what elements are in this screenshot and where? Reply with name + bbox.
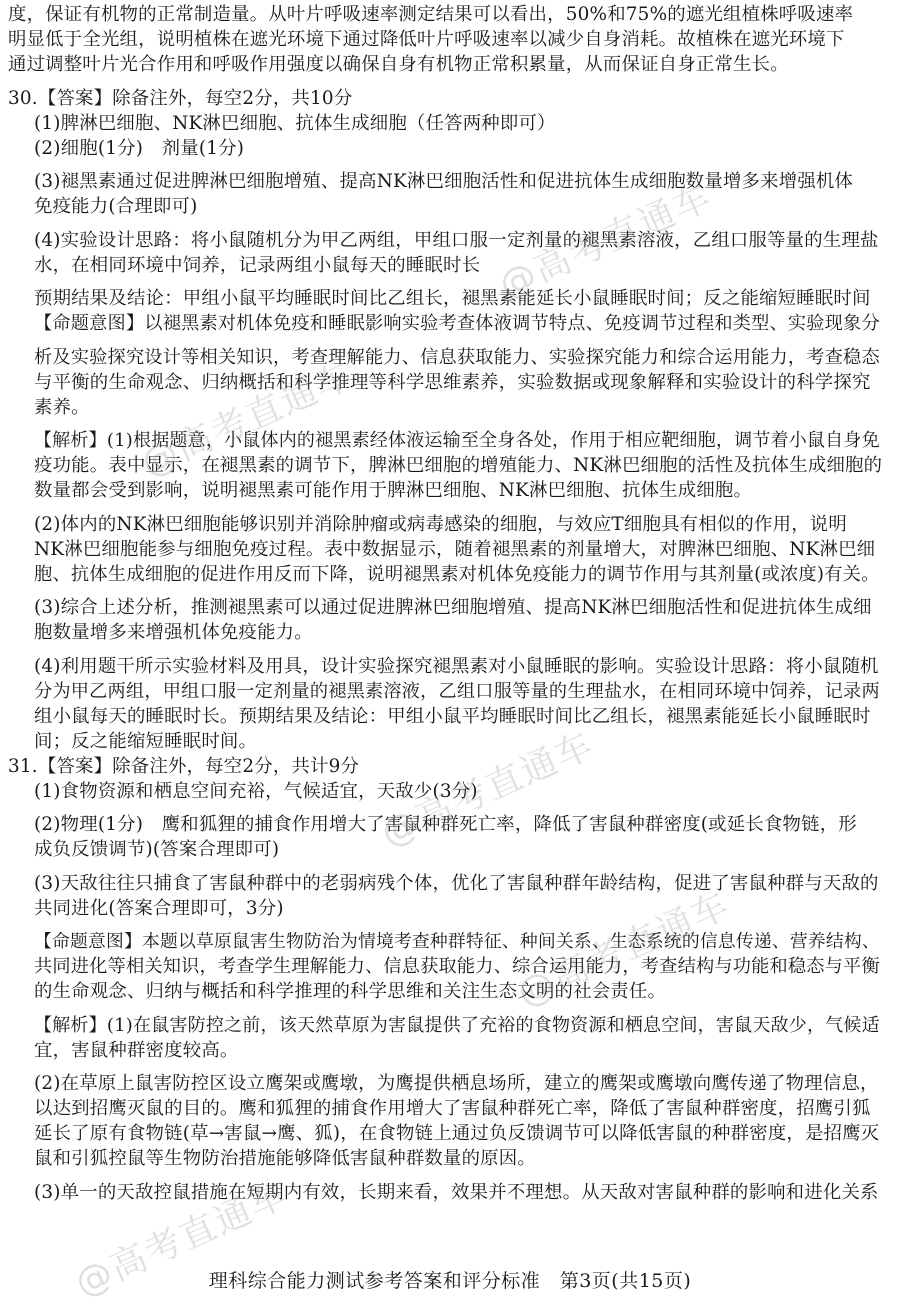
text-line: 延长了原有食物链(草→害鼠→鹰、狐)，在食物链上通过负反馈调节可以降低害鼠的种群密度，是招鹰灭 [34, 1123, 880, 1144]
text-line: 【命题意图】本题以草原鼠害生物防治为情境考查种群特征、种间关系、生态系统的信息传递、营养结构、 [34, 931, 880, 952]
text-line: 共同进化等相关知识，考查学生理解能力、信息获取能力、综合运用能力，考查结构与功能和稳态与平衡 [34, 956, 880, 977]
text-line: 分为甲乙两组，甲组口服一定剂量的褪黑素溶液，乙组口服等量的生理盐水，在相同环境中饲养，记录两 [34, 680, 880, 702]
text-line: (3)天敌往往只捕食了害鼠种群中的老弱病残个体，优化了害鼠种群年龄结构，促进了害鼠种群与天敌的 [34, 872, 879, 894]
text-line: (2)细胞(1分) 剂量(1分) [34, 137, 245, 159]
watermark: @高考直通车 [69, 1174, 295, 1305]
text-line: (1)脾淋巴细胞、NK淋巴细胞、抗体生成细胞（任答两种即可） [34, 112, 556, 134]
text-line: (1)食物资源和栖息空间充裕，气候适宜，天敌少(3分) [34, 780, 478, 802]
text-line: 间；反之能缩短睡眠时间。 [34, 730, 258, 752]
text-line: 30.【答案】除备注外，每空2分，共10分 [8, 87, 353, 109]
text-line: 共同进化(答案合理即可，3分) [34, 897, 284, 919]
watermark: @高考直通车 [493, 176, 719, 307]
text-line: NK淋巴细胞能参与细胞免疫过程。表中数据显示，随着褪黑素的剂量增大，对脾淋巴细胞、NK淋巴细 [34, 538, 876, 560]
text-line: (3)褪黑素通过促进脾淋巴细胞增殖、提高NK淋巴细胞活性和促进抗体生成细胞数量增多来增强机体 [34, 171, 854, 192]
text-line: 【解析】(1)根据题意，小鼠体内的褪黑素经体液运输至全身各处，作用于相应靶细胞，调节着小鼠自身免 [34, 430, 880, 451]
text-line: 鼠和引狐控鼠等生物防治措施能够降低害鼠种群数量的原因。 [34, 1148, 536, 1169]
text-line: 数量都会受到影响，说明褪黑素可能作用于脾淋巴细胞、NK淋巴细胞、抗体生成细胞。 [34, 480, 753, 501]
text-line: 与平衡的生命观念、归纳概括和科学推理等科学思维素养，实验数据或现象解释和实验设计的科学探究 [34, 371, 871, 393]
text-line: 免疫能力(合理即可) [34, 196, 198, 217]
text-line: 通过调整叶片光合作用和呼吸作用强度以确保自身有机物正常积累量，从而保证自身正常生长。 [8, 54, 789, 75]
text-line: 【命题意图】以褪黑素对机体免疫和睡眠影响实验考查体液调节特点、免疫调节过程和类型、实验现象分 [34, 313, 880, 334]
page-footer: 理科综合能力测试参考答案和评分标准 第3页(共15页) [208, 1270, 692, 1292]
text-line: (3)综合上述分析，推测褪黑素可以通过促进脾淋巴细胞增殖、提高NK淋巴细胞活性和促进抗体生成细 [34, 597, 872, 618]
text-line: 宜，害鼠种群密度较高。 [34, 1039, 239, 1061]
text-line: (2)体内的NK淋巴细胞能够识别并消除肿瘤或病毒感染的细胞，与效应T细胞具有相似的作用，说明 [34, 513, 847, 535]
text-line: (4)利用题干所示实验材料及用具，设计实验探究褪黑素对小鼠睡眠的影响。实验设计思路：将小鼠随机 [34, 655, 879, 677]
text-line: 析及实验探究设计等相关知识，考查理解能力、信息获取能力、实验探究能力和综合运用能力，考查稳态 [34, 346, 880, 368]
text-line: 水，在相同环境中饲养，记录两组小鼠每天的睡眠时长 [34, 254, 481, 276]
text-line: 的生命观念、归纳与概括和科学推理的科学思维和关注生态文明的社会责任。 [34, 981, 667, 1002]
text-line: 胞、抗体生成细胞的促进作用反而下降，说明褪黑素对机体免疫能力的调节作用与其剂量(或浓度)有关。 [34, 563, 880, 585]
text-line: 明显低于全光组，说明植株在遮光环境下通过降低叶片呼吸速率以减少自身消耗。故植株在遮光环境下 [8, 29, 845, 50]
watermark: @高考直通车 [135, 354, 361, 485]
text-line: 度，保证有机物的正常制造量。从叶片呼吸速率测定结果可以看出，50%和75%的遮光组植株呼吸速率 [8, 4, 854, 25]
text-line: 【解析】(1)在鼠害防控之前，该天然草原为害鼠提供了充裕的食物资源和栖息空间，害鼠天敌少，气候适 [34, 1014, 880, 1036]
text-line: 预期结果及结论：甲组小鼠平均睡眠时间比乙组长，褪黑素能延长小鼠睡眠时间；反之能缩短睡眠时间 [34, 288, 871, 309]
document-body [8, 2, 884, 1205]
text-line: 以达到招鹰灭鼠的目的。鹰和狐狸的捕食作用增大了害鼠种群死亡率，降低了害鼠种群密度，招鹰引狐 [34, 1098, 871, 1119]
text-line: (2)在草原上鼠害防控区设立鹰架或鹰墩，为鹰提供栖息场所，建立的鹰架或鹰墩向鹰传递了物理信息， [34, 1073, 879, 1094]
text-line: (2)物理(1分) 鹰和狐狸的捕食作用增大了害鼠种群死亡率，降低了害鼠种群密度(或延长食物链，形 [34, 814, 857, 835]
watermark: @高考直通车 [375, 724, 601, 855]
text-line: (4)实验设计思路：将小鼠随机分为甲乙两组，甲组口服一定剂量的褪黑素溶液，乙组口服等量的生理盐 [34, 229, 879, 251]
text-line: 成负反馈调节)(答案合理即可) [34, 839, 280, 860]
text-line: 31.【答案】除备注外，每空2分，共计9分 [8, 755, 360, 777]
watermark: @高考直通车 [511, 884, 737, 1015]
text-line: 胞数量增多来增强机体免疫能力。 [34, 622, 313, 643]
text-line: 疫功能。表中显示，在褪黑素的调节下，脾淋巴细胞的增殖能力、NK淋巴细胞的活性及抗体生成细胞的 [34, 455, 883, 476]
text-line: 组小鼠每天的睡眠时长。预期结果及结论：甲组小鼠平均睡眠时间比乙组长，褪黑素能延长小鼠睡眠时 [34, 705, 871, 727]
text-line: (3)单一的天敌控鼠措施在短期内有效，长期来看，效果并不理想。从天敌对害鼠种群的影响和进化关系 [34, 1181, 879, 1203]
text-line: 素养。 [34, 396, 90, 418]
